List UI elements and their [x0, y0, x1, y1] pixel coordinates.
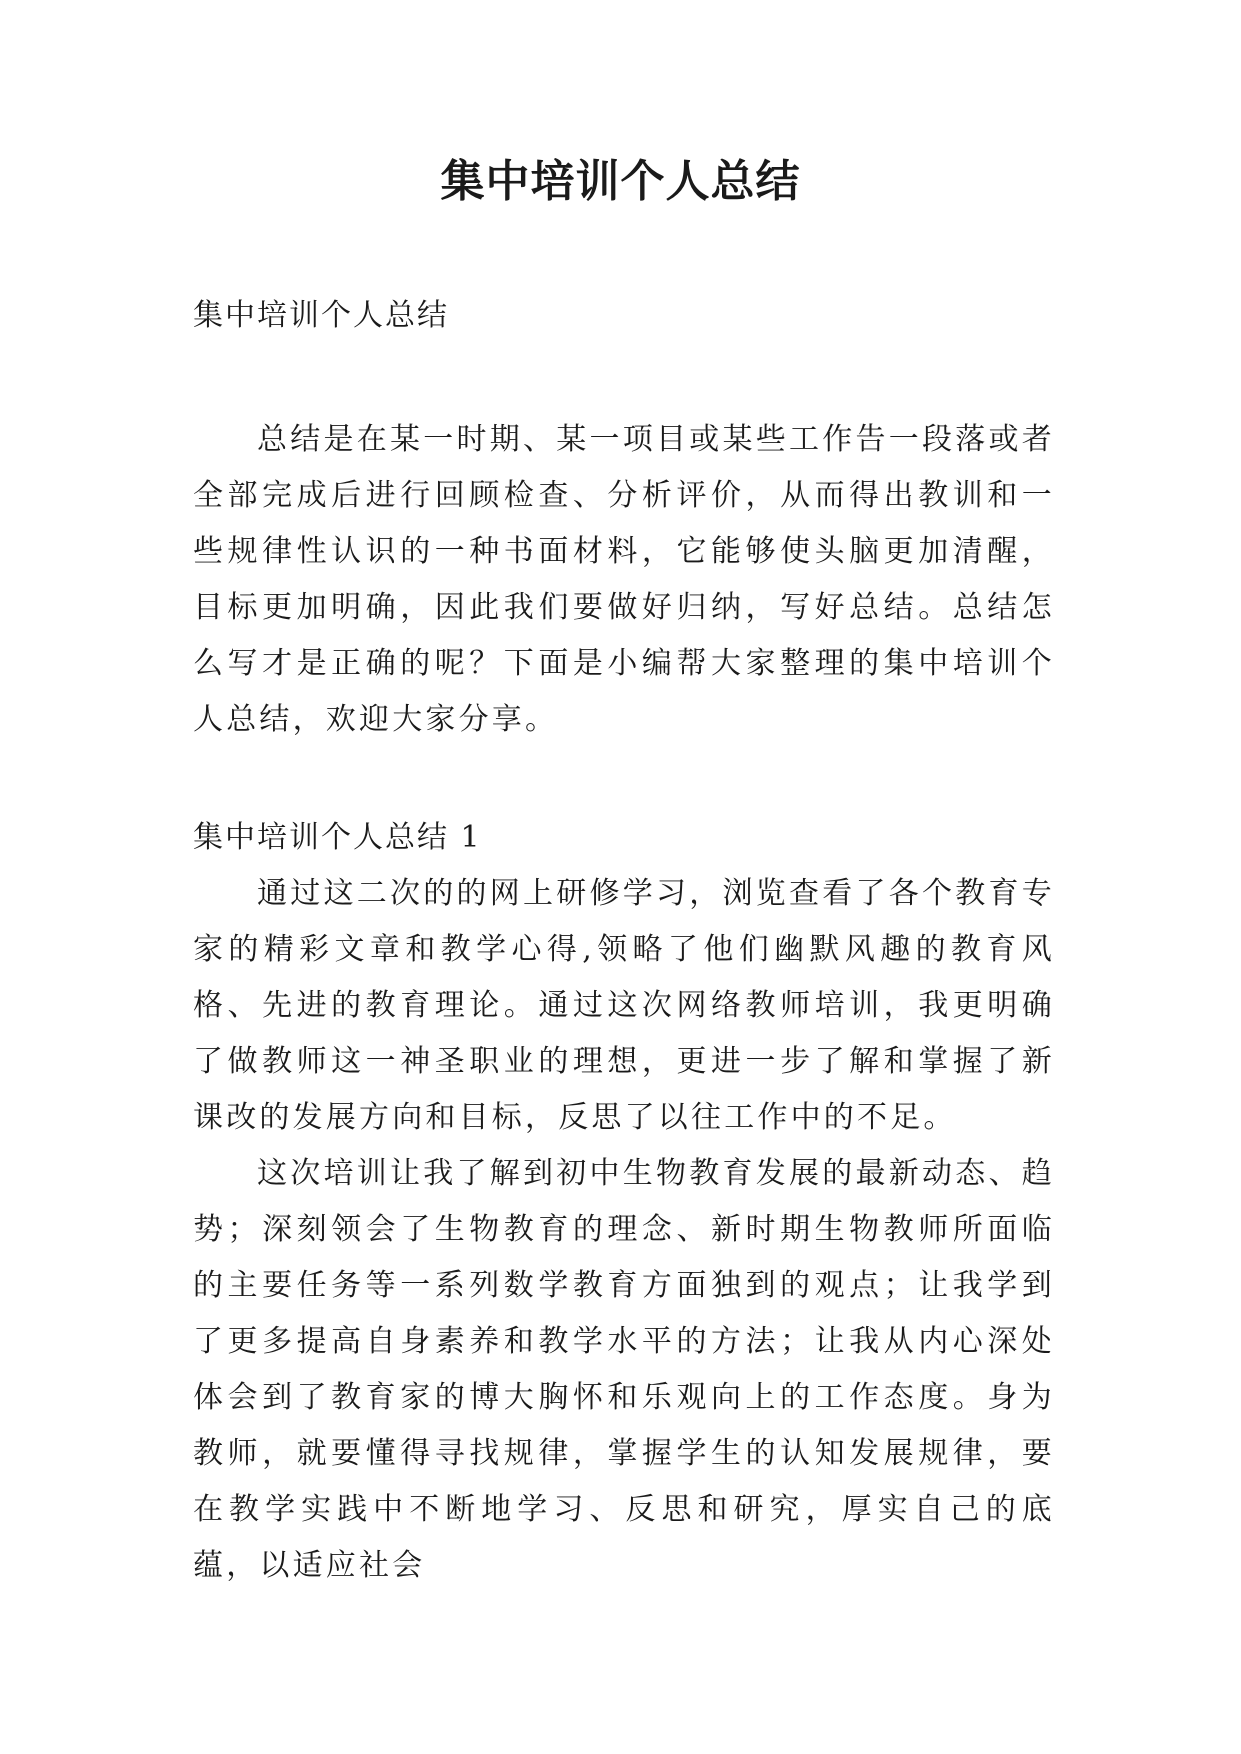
section-heading: 集中培训个人总结 1 — [193, 820, 482, 855]
document-body — [193, 288, 1055, 1594]
body-paragraph: 这次培训让我了解到初中生物教育发展的最新动态、趋势；深刻领会了生物教育的理念、新时期生物教师所面临的主要任务等一系列数学教育方面独到的观点；让我学到了更多提高自身素养和教学水平的方法；让我从内心深处体会到了教育家的博大胸怀和乐观向上的工作态度。身为教师，就要懂得寻找规律，掌握学生的认知发展规律，要在教学实践中不断地学习、反思和研究，厚实自己的底蕴，以适应社会 — [193, 1156, 1055, 1583]
intro-paragraph: 总结是在某一时期、某一项目或某些工作告一段落或者全部完成后进行回顾检查、分析评价，从而得出教训和一些规律性认识的一种书面材料，它能够使头脑更加清醒，目标更加明确，因此我们要做好归纳，写好总结。总结怎么写才是正确的呢？下面是小编帮大家整理的集中培训个人总结，欢迎大家分享。 — [193, 422, 1055, 737]
document-title: 集中培训个人总结 — [440, 156, 801, 207]
document-subtitle: 集中培训个人总结 — [193, 298, 449, 333]
body-paragraph: 通过这二次的的网上研修学习，浏览查看了各个教育专家的精彩文章和教学心得,领略了他们幽默风趣的教育风格、先进的教育理论。通过这次网络教师培训，我更明确了做教师这一神圣职业的理想，更进一步了解和掌握了新课改的发展方向和目标，反思了以往工作中的不足。 — [193, 876, 1055, 1135]
